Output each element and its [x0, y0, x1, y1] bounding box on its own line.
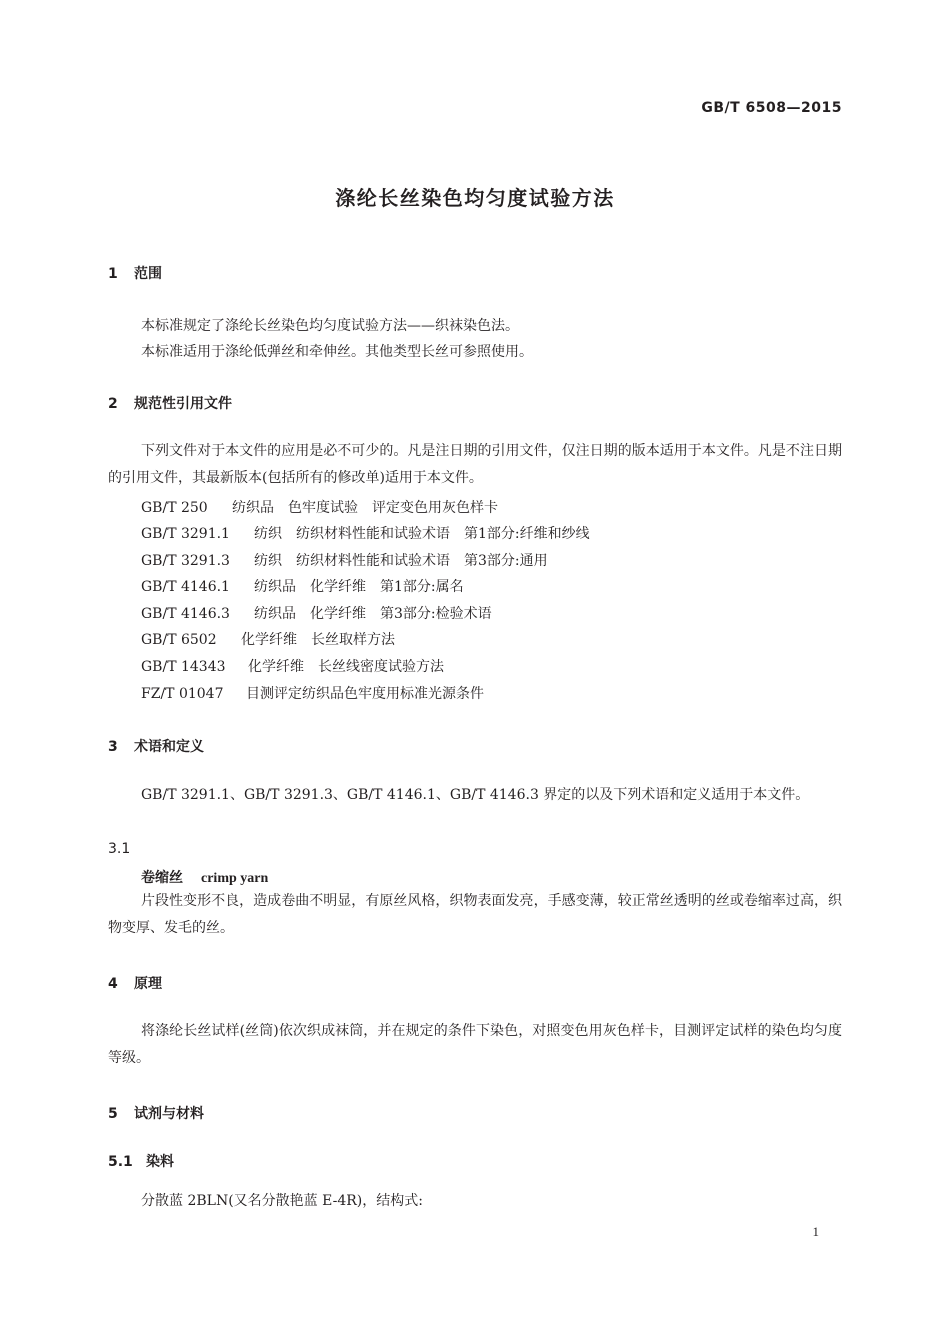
reference-title: 纺织品 化学纤维 第3部分:检验术语: [254, 606, 492, 622]
section-title: 规范性引用文件: [134, 396, 232, 412]
reference-code: GB/T 6502: [141, 632, 217, 648]
reference-item: [141, 550, 548, 570]
reference-code: GB/T 3291.1: [141, 526, 230, 542]
section-4-heading: [108, 973, 162, 993]
section-number: 4: [108, 976, 118, 992]
reference-title: 目测评定纺织品色牢度用标准光源条件: [246, 686, 484, 702]
document-title: 涤纶长丝染色均匀度试验方法: [335, 186, 615, 210]
reference-item: [141, 683, 484, 703]
reference-item: [141, 656, 444, 676]
reference-title: 纺织品 色牢度试验 评定变色用灰色样卡: [232, 500, 498, 516]
section-title: 染料: [146, 1154, 174, 1170]
reference-item: [141, 576, 464, 596]
section-number: 5.1: [108, 1154, 133, 1170]
section-number: 3: [108, 739, 118, 755]
term-number: 3.1: [108, 841, 131, 857]
section-title: 范围: [134, 266, 162, 282]
reference-item: [141, 497, 498, 517]
section-2-heading: [108, 393, 232, 413]
reference-item: [141, 603, 492, 623]
section-title: 术语和定义: [134, 739, 204, 755]
section-1-heading: [108, 263, 162, 283]
term-definition: 片段性变形不良，造成卷曲不明显，有原丝风格，织物表面发亮，手感变薄，较正常丝透明的丝或卷缩率过高，织物变厚、发毛的丝。: [108, 893, 842, 936]
dye-paragraph: 分散蓝 2BLN(又名分散艳蓝 E-4R)，结构式:: [141, 1193, 423, 1209]
reference-code: FZ/T 01047: [141, 686, 224, 702]
normative-references-intro: 下列文件对于本文件的应用是必不可少的。凡是注日期的引用文件，仅注日期的版本适用于本文件。凡是不注日期的引用文件，其最新版本(包括所有的修改单)适用于本文件。: [108, 443, 842, 486]
section-5-heading: [108, 1103, 204, 1123]
terms-intro: GB/T 3291.1、GB/T 3291.3、GB/T 4146.1、GB/T 4146.3 界定的以及下列术语和定义适用于本文件。: [141, 787, 810, 803]
term-chinese: 卷缩丝: [141, 870, 183, 886]
section-title: 原理: [134, 976, 162, 992]
term-entry: [141, 867, 268, 887]
section-number: 2: [108, 396, 118, 412]
scope-paragraph-2: 本标准适用于涤纶低弹丝和牵伸丝。其他类型长丝可参照使用。: [141, 344, 533, 360]
reference-title: 化学纤维 长丝线密度试验方法: [248, 659, 444, 675]
reference-code: GB/T 250: [141, 500, 208, 516]
reference-item: [141, 523, 590, 543]
reference-code: GB/T 3291.3: [141, 553, 230, 569]
section-title: 试剂与材料: [134, 1106, 204, 1122]
page-number: 1: [812, 1224, 819, 1239]
reference-code: GB/T 4146.3: [141, 606, 230, 622]
principle-paragraph: 将涤纶长丝试样(丝筒)依次织成袜筒，并在规定的条件下染色，对照变色用灰色样卡，目测评定试样的染色均匀度等级。: [108, 1023, 842, 1066]
reference-title: 化学纤维 长丝取样方法: [241, 632, 395, 648]
reference-title: 纺织 纺织材料性能和试验术语 第1部分:纤维和纱线: [254, 526, 590, 542]
reference-item: [141, 629, 395, 649]
reference-code: GB/T 14343: [141, 659, 226, 675]
reference-title: 纺织品 化学纤维 第1部分:属名: [254, 579, 464, 595]
reference-code: GB/T 4146.1: [141, 579, 230, 595]
section-3-heading: [108, 736, 204, 756]
term-english: crimp yarn: [201, 871, 269, 886]
section-5-1-heading: [108, 1151, 174, 1171]
standard-code: GB/T 6508—2015: [701, 100, 842, 116]
scope-paragraph-1: 本标准规定了涤纶长丝染色均匀度试验方法——织袜染色法。: [141, 318, 519, 334]
section-number: 1: [108, 266, 118, 282]
section-number: 5: [108, 1106, 118, 1122]
reference-title: 纺织 纺织材料性能和试验术语 第3部分:通用: [254, 553, 548, 569]
